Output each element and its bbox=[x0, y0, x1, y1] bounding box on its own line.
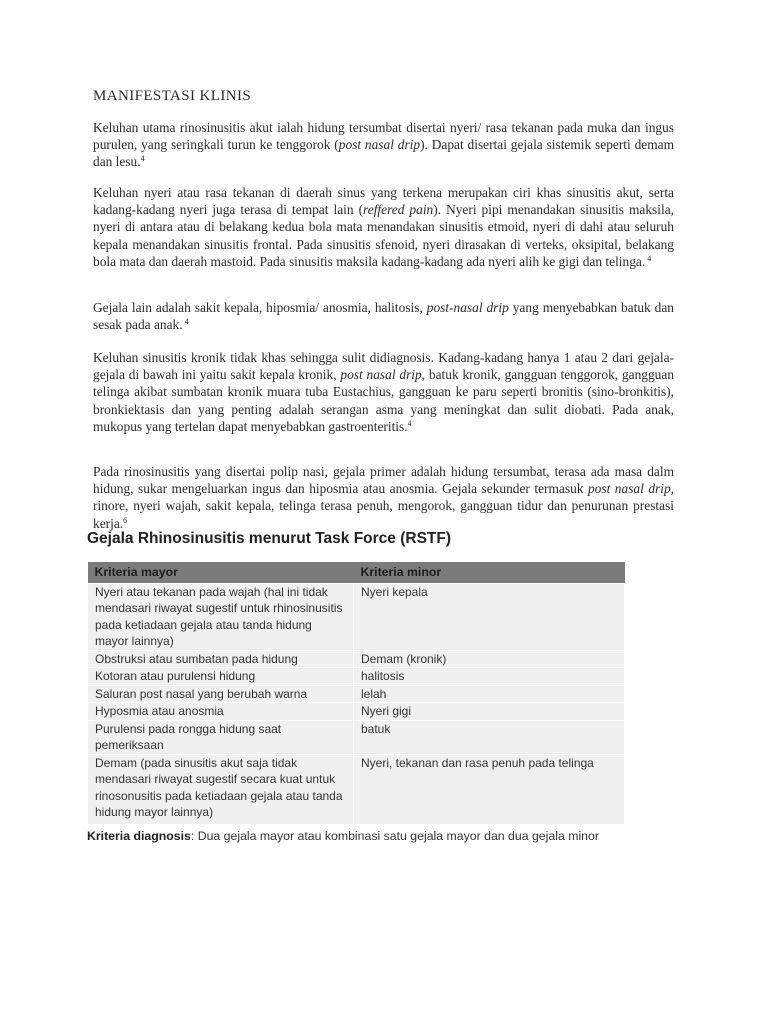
cell-mayor: Kotoran atau purulensi hidung bbox=[88, 668, 354, 686]
text-run: yang menyebabkan batuk dan sesak pada anak. bbox=[93, 300, 674, 333]
text-run: Pada rinosinusitis yang disertai polip nasi, gejala primer adalah hidung tersumbat, terasa ada masa dalm hidung, sukar mengeluarkan ingus dan hiposmia atau anosmia. Gejala sekunder termasuk bbox=[93, 464, 674, 497]
diagnosis-criteria-text: : Dua gejala mayor atau kombinasi satu gejala mayor dan dua gejala minor bbox=[190, 829, 599, 843]
table-title: Gejala Rhinosinusitis menurut Task Force (RSTF) bbox=[87, 530, 452, 547]
text-run: Gejala lain adalah sakit kepala, hiposmia/ anosmia, halitosis, bbox=[93, 300, 427, 315]
table-row bbox=[88, 650, 625, 668]
paragraph-sinusitis-kronik bbox=[93, 349, 674, 435]
header-kriteria-minor: Kriteria minor bbox=[354, 562, 625, 583]
cell-minor: Nyeri kepala bbox=[354, 583, 625, 650]
text-run: Keluhan nyeri atau rasa tekanan di daerah sinus yang terkena merupakan ciri khas sinusitis akut, serta kadang-kadang nyeri juga terasa di tempat lain ( bbox=[93, 185, 674, 218]
paragraph-nyeri-sinus bbox=[93, 184, 674, 270]
italic-term: post nasal drip bbox=[587, 481, 671, 497]
cell-minor: halitosis bbox=[354, 668, 625, 686]
header-kriteria-mayor: Kriteria mayor bbox=[88, 562, 354, 583]
table-row bbox=[88, 668, 625, 686]
citation-ref: 4 bbox=[407, 418, 412, 428]
citation-ref: 4 bbox=[645, 253, 652, 263]
cell-mayor: Hyposmia atau anosmia bbox=[88, 703, 354, 721]
italic-term: post nasal drip bbox=[338, 137, 421, 153]
table-row bbox=[88, 703, 625, 721]
citation-ref: 4 bbox=[140, 154, 145, 164]
section-heading: MANIFESTASI KLINIS bbox=[93, 88, 252, 104]
cell-minor: Demam (kronik) bbox=[354, 650, 625, 668]
table-header-row bbox=[88, 562, 625, 583]
italic-term: post-nasal drip bbox=[426, 300, 509, 315]
table-row bbox=[88, 583, 625, 650]
cell-minor: batuk bbox=[354, 720, 625, 754]
table-row bbox=[88, 685, 625, 703]
cell-mayor: Demam (pada sinusitis akut saja tidak mendasari riwayat sugestif secara kuat untuk rinosonusitis pada ketiadaan gejala atau tanda hidung mayor lainnya) bbox=[88, 754, 354, 824]
text-run: Keluhan sinusitis kronik tidak khas sehingga sulit didiagnosis. Kadang-kadang hanya 1 atau 2 dari gejala-gejala di bawah ini yaitu sakit kepala kronik, bbox=[93, 350, 674, 383]
cell-mayor: Nyeri atau tekanan pada wajah (hal ini tidak mendasari riwayat sugestif untuk rhinosinusitis pada ketiadaan gejala atau tanda hidung mayor lainnya) bbox=[88, 583, 354, 650]
table-row bbox=[88, 754, 625, 824]
text-run: , batuk kronik, gangguan tenggorok, gangguan telinga akibat sumbatan kronik muara tuba Eustachius, gangguan ke paru seperti bronitis (sino-bronkitis), bronkiektasis dan yang penting adalah serangan asma yang meningkat dan sulit diobati. Pada anak, mukopus yang tertelan dapat menyebabkan gastroenteritis. bbox=[93, 367, 675, 434]
italic-term: reffered pain bbox=[363, 202, 434, 218]
table-row bbox=[88, 720, 625, 754]
cell-mayor: Obstruksi atau sumbatan pada hidung bbox=[88, 650, 354, 668]
rstf-criteria-table bbox=[87, 562, 625, 825]
citation-ref: 4 bbox=[182, 317, 189, 327]
text-run: ). Dapat disertai gejala sistemik seperti demam dan lesu. bbox=[93, 137, 674, 170]
cell-mayor: Purulensi pada rongga hidung saat pemeriksaan bbox=[88, 720, 354, 754]
paragraph-polip-nasi bbox=[93, 463, 674, 532]
cell-minor: Nyeri, tekanan dan rasa penuh pada telinga bbox=[354, 754, 625, 824]
text-run: Keluhan utama rinosinusitis akut ialah hidung tersumbat disertai nyeri/ rasa tekanan pada muka dan ingus purulen, yang seringkali turun ke tenggorok ( bbox=[93, 120, 674, 153]
cell-minor: Nyeri gigi bbox=[354, 703, 625, 721]
text-run: ). Nyeri pipi menandakan sinusitis maksila, nyeri di antara atau di belakang kedua bola mata menandakan sinusitis etmoid, nyeri di dahi atau seluruh kepala menandakan sinusitis frontal. Pada sinusitis sfenoid, nyeri dirasakan di verteks, oksipital, belakang bola mata dan daerah mastoid. Pada sinusitis maksila kadang-kadang ada nyeri alih ke gigi dan telinga. bbox=[93, 202, 674, 269]
paragraph-gejala-lain bbox=[93, 299, 674, 333]
text-run: , rinore, nyeri wajah, sakit kepala, telinga terasa penuh, mengorok, gangguan tidur dan penurunan prestasi kerja. bbox=[93, 481, 675, 531]
citation-ref: 6 bbox=[123, 515, 128, 525]
italic-term: post nasal drip bbox=[340, 367, 422, 383]
cell-minor: lelah bbox=[354, 685, 625, 703]
paragraph-akut-keluhan-utama bbox=[93, 119, 674, 171]
diagnosis-criteria-note bbox=[87, 829, 599, 843]
diagnosis-criteria-label: Kriteria diagnosis bbox=[87, 829, 191, 843]
cell-mayor: Saluran post nasal yang berubah warna bbox=[88, 685, 354, 703]
